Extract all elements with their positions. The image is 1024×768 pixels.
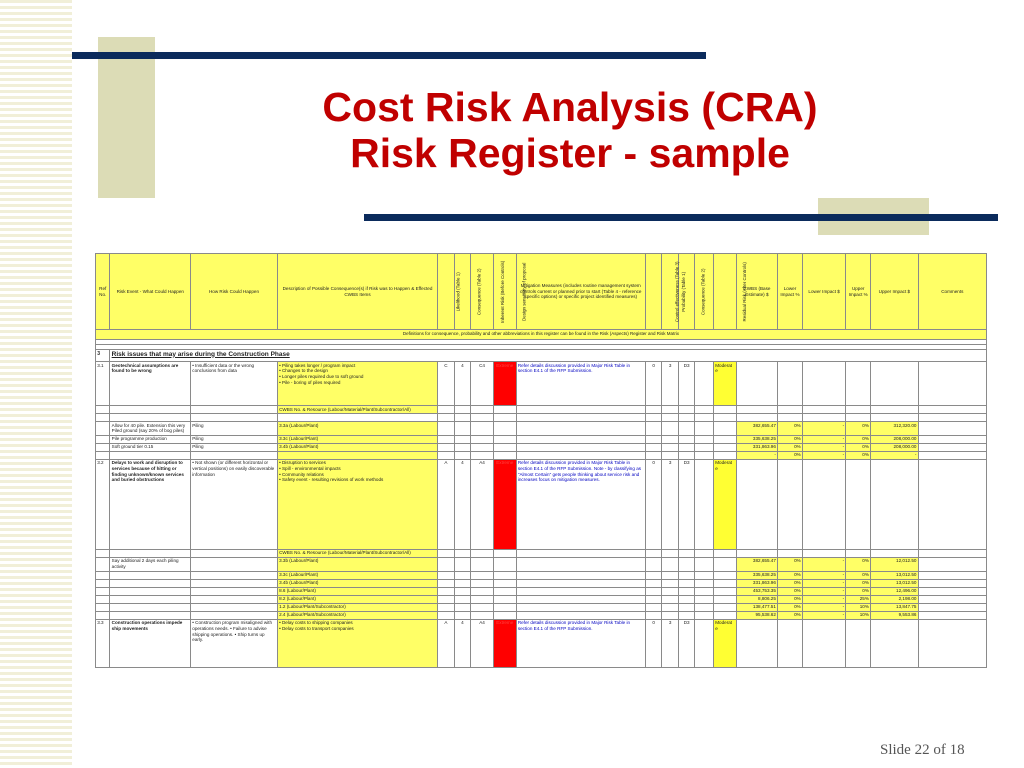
risk-event: Construction operations impede ship movements xyxy=(110,619,191,667)
risk-consequence: 4 xyxy=(454,362,471,406)
consequence-item: • Longer piles required due to soft ground xyxy=(279,374,364,380)
header-mitigation: Mitigation Measures (includes routine management system controls current or planned prior to start (Table 4 - reference specific options) or specific project identified measures) xyxy=(516,254,645,330)
risk-empty-cell xyxy=(736,362,777,406)
risk-probability: 3 xyxy=(662,362,679,406)
subrow-lower-pct: 0% xyxy=(778,557,803,571)
risk-empty-cell xyxy=(802,362,845,406)
cost-subrow xyxy=(96,603,987,611)
risk-empty-cell xyxy=(802,459,845,549)
header-comments: Comments xyxy=(918,254,986,330)
consequence-item: • Delay costs to transport companies xyxy=(279,625,354,631)
subrow-base-estimate: 335,638.25 xyxy=(736,435,777,443)
subrow-description: Pile programme production xyxy=(110,435,191,443)
subrow-base-estimate: 335,638.25 xyxy=(736,571,777,579)
header-ref: Ref No. xyxy=(96,254,110,330)
risk-empty-cell xyxy=(918,362,986,406)
risk-likelihood: A xyxy=(438,459,455,549)
subrow-upper-pct: 0% xyxy=(846,571,871,579)
header-likelihood: Likelihood (Table 1) xyxy=(438,254,455,330)
risk-empty-cell xyxy=(918,459,986,549)
subrow-how: Piling xyxy=(191,443,278,451)
risk-inherent-rating: Extreme xyxy=(493,362,516,406)
header-risk-event: Risk Event - What Could Happen xyxy=(110,254,191,330)
subrow-lower-usd: - xyxy=(802,611,845,619)
header-probability: Probability (Table 1) xyxy=(662,254,679,330)
subrow-lower-usd: - xyxy=(802,595,845,603)
risk-consequence-2: D3 xyxy=(678,619,695,667)
subrow-lower-pct: 0% xyxy=(778,451,803,459)
subrow-description xyxy=(110,603,191,611)
subrow-lower-pct: 0% xyxy=(778,579,803,587)
risk-empty-cell xyxy=(778,459,803,549)
subrow-upper-pct: 10% xyxy=(846,611,871,619)
risk-empty-cell xyxy=(736,619,777,667)
risk-blank xyxy=(695,459,714,549)
subrow-lower-pct: 0% xyxy=(778,587,803,595)
subrow-upper-usd: 12,012.50 xyxy=(871,557,919,571)
header-how: How Risk Could Happen xyxy=(191,254,278,330)
subrow-cwbs: 3.4b (Labour/Plant) xyxy=(277,579,437,587)
subrow-description: Say additional 2 days each piling activity xyxy=(110,557,191,571)
cwbs-header-row xyxy=(96,406,987,414)
consequence-item: • Pile - boring of piles required xyxy=(279,379,341,385)
subrow-lower-usd: - xyxy=(802,579,845,587)
header-upper-usd: Upper Impact $ xyxy=(871,254,919,330)
consequence-item: • Delay costs to shipping companies xyxy=(279,620,353,626)
subrow-comments xyxy=(918,571,986,579)
subrow-lower-pct: 0% xyxy=(778,611,803,619)
title-line-2: Risk Register - sample xyxy=(350,130,790,176)
risk-inherent-rating: Extreme xyxy=(493,619,516,667)
subrow-upper-pct: 0% xyxy=(846,451,871,459)
subrow-upper-usd: 208,000.00 xyxy=(871,443,919,451)
risk-mitigation: Refer details discussion provided in Major Risk Table in section E4.1 of the RFP Submission. xyxy=(516,619,645,667)
risk-likelihood: A xyxy=(438,619,455,667)
subrow-upper-usd: 12,496.00 xyxy=(871,587,919,595)
risk-event: Geotechnical assumptions are found to be wrong xyxy=(110,362,191,406)
header-control-effectiveness: Control effectiveness (Table 3) xyxy=(645,254,662,330)
risk-empty-cell xyxy=(778,619,803,667)
risk-consequence-2: D3 xyxy=(678,459,695,549)
risk-blank xyxy=(695,362,714,406)
risk-residual: Moderate xyxy=(714,459,737,549)
risk-empty-cell xyxy=(778,362,803,406)
subrow-lower-pct: 0% xyxy=(778,422,803,436)
subrow-how xyxy=(191,603,278,611)
subrow-cwbs: 8.6 (Labour/Plant) xyxy=(277,587,437,595)
subrow-description xyxy=(110,611,191,619)
risk-probability: 3 xyxy=(662,619,679,667)
subrow-base-estimate: 138,477.51 xyxy=(736,603,777,611)
subrow-upper-usd: - xyxy=(871,451,919,459)
subrow-lower-usd: - xyxy=(802,451,845,459)
definitions-row xyxy=(96,330,987,340)
subrow-base-estimate: 453,753.35 xyxy=(736,587,777,595)
risk-ref: 3.1 xyxy=(96,362,110,406)
cost-subrow xyxy=(96,611,987,619)
risk-mitigation: Refer details discussion provided in Major Risk Table in section E4.1 of the RFP Submission. Note - by classifying as "Almost Certain" gets people thinking about service risk and increases focus on mitigation measures. xyxy=(516,459,645,549)
subrow-cwbs: 3.3c (Labour/Plant) xyxy=(277,435,437,443)
subrow-lower-usd: - xyxy=(802,435,845,443)
risk-consequence-2: D3 xyxy=(678,362,695,406)
risk-residual: Moderate xyxy=(714,619,737,667)
risk-consequences xyxy=(277,459,437,549)
subrow-comments xyxy=(918,611,986,619)
subrow-description: Allow for 40 pile. Extension this very Piled ground (say 20% of bog piles) xyxy=(110,422,191,436)
subrow-base-estimate: 331,863.96 xyxy=(736,443,777,451)
subrow-lower-pct: 0% xyxy=(778,435,803,443)
cost-subrow xyxy=(96,422,987,436)
subrow-upper-pct: 0% xyxy=(846,557,871,571)
subrow-comments xyxy=(918,595,986,603)
header-upper-pct: Upper Impact % xyxy=(846,254,871,330)
subrow-how: Piling xyxy=(191,422,278,436)
cost-subrow xyxy=(96,587,987,595)
header-consequence: Description of Possible Consequence(s) if Risk was to Happen & Effected CWBS Items xyxy=(277,254,437,330)
consequence-item: • Community relations xyxy=(279,471,324,477)
risk-how: • Construction program misaligned with operations needs. • Failure to advise shipping operations. • Ship turns up early. xyxy=(191,619,278,667)
header-consequence-table: Consequence (Table 2) xyxy=(454,254,471,330)
subrow-upper-usd: 9,553.86 xyxy=(871,611,919,619)
subrow-lower-pct: 0% xyxy=(778,603,803,611)
subrow-base-estimate: 331,863.96 xyxy=(736,579,777,587)
subrow-upper-pct: 10% xyxy=(846,603,871,611)
subrow-cwbs: 3.3c (Labour/Plant) xyxy=(277,571,437,579)
subrow-lower-usd: - xyxy=(802,571,845,579)
subrow-upper-pct: 25% xyxy=(846,595,871,603)
risk-likelihood: C xyxy=(438,362,455,406)
subrow-cwbs: 8.2 (Labour/Plant) xyxy=(277,595,437,603)
header-design-sensitivity: Design sensitivity of proposal xyxy=(493,254,516,330)
subrow-upper-pct: 0% xyxy=(846,443,871,451)
left-stripe-decoration xyxy=(0,0,72,768)
risk-register-table xyxy=(95,253,987,668)
subrow-cwbs: 1.2 (Labour/Plant/Subcontractor) xyxy=(277,603,437,611)
subrow-how: Piling xyxy=(191,435,278,443)
subrow-description xyxy=(110,571,191,579)
cwbs-header: CWBS No. & Resource (Labour/Material/Plant/Subcontractor/All) xyxy=(277,406,437,414)
subrow-lower-pct: 0% xyxy=(778,595,803,603)
risk-empty-cell xyxy=(846,459,871,549)
subrow-upper-usd: 208,000.00 xyxy=(871,435,919,443)
cost-subrow xyxy=(96,443,987,451)
section-ref: 3 xyxy=(96,350,110,362)
blank-row xyxy=(96,414,987,422)
subrow-how xyxy=(191,579,278,587)
subrow-how xyxy=(191,611,278,619)
subrow-upper-usd: 13,847.75 xyxy=(871,603,919,611)
subrow-comments xyxy=(918,422,986,436)
cost-subrow xyxy=(96,579,987,587)
subrow-lower-usd: - xyxy=(802,587,845,595)
subrow-upper-usd: 13,012.50 xyxy=(871,571,919,579)
risk-how: • Not shown (or different horizontal or vertical positions) on easily discoverable information xyxy=(191,459,278,549)
risk-row xyxy=(96,459,987,549)
subrow-description xyxy=(110,595,191,603)
subrow-cwbs: 3.4b (Labour/Plant) xyxy=(277,443,437,451)
consequence-item: • Changes to the design xyxy=(279,368,328,374)
consequence-item: • Disruption to services xyxy=(279,460,326,466)
subrow-upper-pct: 0% xyxy=(846,435,871,443)
risk-empty-cell xyxy=(871,619,919,667)
risk-empty-cell xyxy=(802,619,845,667)
risk-empty-cell xyxy=(871,459,919,549)
risk-ref: 3.3 xyxy=(96,619,110,667)
risk-how: • Insufficient data or the wrong conclusions from data xyxy=(191,362,278,406)
subrow-how xyxy=(191,587,278,595)
decorative-line-right xyxy=(364,214,998,221)
subrow-comments xyxy=(918,579,986,587)
subrow-lower-pct: 0% xyxy=(778,443,803,451)
consequence-item: • Safety event - resulting revisions of work methods xyxy=(279,477,384,483)
subrow-base-estimate: 382,655.47 xyxy=(736,422,777,436)
risk-consequences xyxy=(277,362,437,406)
risk-event: Delays to work and disruption to services because of hitting or finding unknown/known services and buried obstructions xyxy=(110,459,191,549)
risk-control: 0 xyxy=(645,619,662,667)
risk-inherent: C4 xyxy=(471,362,494,406)
subrow-base-estimate: 382,655.47 xyxy=(736,557,777,571)
subrow-base-estimate: - xyxy=(736,451,777,459)
risk-consequences xyxy=(277,619,437,667)
header-residual-risk: Residual Risk (After Controls) xyxy=(714,254,737,330)
cost-subrow xyxy=(96,595,987,603)
section-label: Risk issues that may arise during the Construction Phase xyxy=(110,350,987,362)
cwbs-header-row xyxy=(96,549,987,557)
header-inherent-risk: Inherent Risk (Before Controls) xyxy=(471,254,494,330)
header-cwbs: CWBS (Base Estimate) $ xyxy=(736,254,777,330)
risk-empty-cell xyxy=(736,459,777,549)
risk-mitigation: Refer details discussion provided in Major Risk Table in section E4.1 of the RFP Submission. xyxy=(516,362,645,406)
subrow-lower-usd: - xyxy=(802,422,845,436)
risk-probability: 3 xyxy=(662,459,679,549)
risk-row xyxy=(96,362,987,406)
subrow-lower-usd: - xyxy=(802,557,845,571)
risk-inherent: A4 xyxy=(471,619,494,667)
decorative-line-top xyxy=(72,52,706,59)
subrow-description xyxy=(110,587,191,595)
risk-control: 0 xyxy=(645,362,662,406)
section-row xyxy=(96,350,987,362)
subrow-lower-pct: 0% xyxy=(778,571,803,579)
subrow-comments xyxy=(918,603,986,611)
subrow-comments xyxy=(918,443,986,451)
subrow-cwbs: 3.3a (Labour/Plant) xyxy=(277,422,437,436)
subrow-lower-usd: - xyxy=(802,443,845,451)
risk-empty-cell xyxy=(871,362,919,406)
risk-inherent-rating: Extreme xyxy=(493,459,516,549)
subrow-description: Soft ground tier 0.15 xyxy=(110,443,191,451)
risk-control: 0 xyxy=(645,459,662,549)
subrow-how xyxy=(191,595,278,603)
subrow-how xyxy=(191,571,278,579)
decorative-block-top xyxy=(98,37,155,198)
risk-residual: Moderate xyxy=(714,362,737,406)
risk-ref: 3.2 xyxy=(96,459,110,549)
risk-inherent: A4 xyxy=(471,459,494,549)
subrow-cwbs: 2.4 (Labour/Plant/Subcontractor) xyxy=(277,611,437,619)
risk-empty-cell xyxy=(846,619,871,667)
slide-number: Slide 22 of 18 xyxy=(880,742,965,758)
slide-title xyxy=(200,84,940,176)
subrow-comments xyxy=(918,451,986,459)
consequence-item: • Piling takes longer / program impact xyxy=(279,362,356,368)
subrow-cwbs: 3.3b (Labour/Plant) xyxy=(277,557,437,571)
cost-subrow xyxy=(96,571,987,579)
subrow-comments xyxy=(918,557,986,571)
subrow-base-estimate: 8,806.25 xyxy=(736,595,777,603)
subrow-description xyxy=(110,579,191,587)
header-consequence-2: Consequence (Table 2) xyxy=(678,254,695,330)
subrow-upper-usd: 13,012.50 xyxy=(871,579,919,587)
subrow-lower-usd: - xyxy=(802,603,845,611)
title-line-1: Cost Risk Analysis (CRA) xyxy=(322,84,818,130)
subrow-upper-pct: 0% xyxy=(846,587,871,595)
header-lower-usd: Lower Impact $ xyxy=(802,254,845,330)
table-header-row xyxy=(96,254,987,330)
header-lower-pct: Lower Impact % xyxy=(778,254,803,330)
risk-consequence: 4 xyxy=(454,459,471,549)
subrow-how xyxy=(191,451,278,459)
cost-subrow xyxy=(96,557,987,571)
subrow-base-estimate: 95,538.62 xyxy=(736,611,777,619)
subrow-upper-pct: 0% xyxy=(846,422,871,436)
subrow-cwbs xyxy=(277,451,437,459)
subrow-upper-pct: 0% xyxy=(846,579,871,587)
definitions-text: Definitions for consequence, probability and other abbreviations in this register can be found in the Risk (Aspects) Register and Risk Matrix xyxy=(96,330,987,340)
risk-row xyxy=(96,619,987,667)
subrow-comments xyxy=(918,587,986,595)
risk-blank xyxy=(695,619,714,667)
risk-consequence: 4 xyxy=(454,619,471,667)
subrow-upper-usd: 312,320.00 xyxy=(871,422,919,436)
subrow-upper-usd: 2,198.00 xyxy=(871,595,919,603)
subrow-comments xyxy=(918,435,986,443)
cost-subrow xyxy=(96,435,987,443)
cost-subrow xyxy=(96,451,987,459)
risk-empty-cell xyxy=(918,619,986,667)
consequence-item: • Spill - environmental impacts xyxy=(279,465,341,471)
subrow-how xyxy=(191,557,278,571)
subrow-description xyxy=(110,451,191,459)
risk-empty-cell xyxy=(846,362,871,406)
cwbs-header: CWBS No. & Resource (Labour/Material/Plant/Subcontractor/All) xyxy=(277,549,437,557)
